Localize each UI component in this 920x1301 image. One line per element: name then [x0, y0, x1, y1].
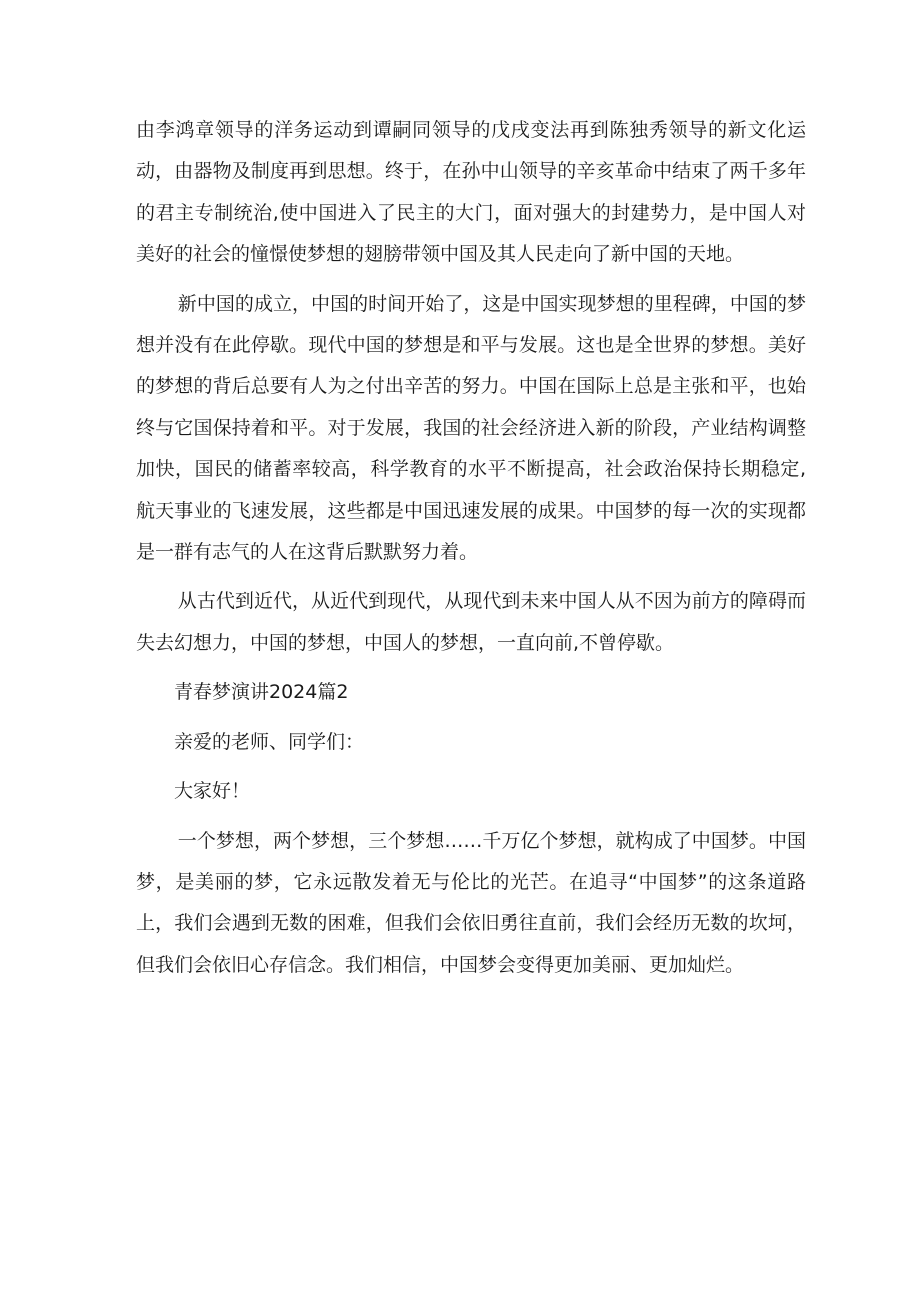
salutation: 亲爱的老师、同学们： [174, 730, 365, 753]
paragraph-reform-history: 由李鸿章领导的洋务运动到谭嗣同领导的戊戌变法再到陈独秀领导的新文化运动，由器物及制度再到思想。终于，在孙中山领导的辛亥革命中结束了两千多年的君主专制统治,使中国进入了民主的大门，面对强大的封建势力，是中国人对美好的社会的憧憬使梦想的翅膀带领中国及其人民走向了新中国的天地。 [136, 119, 806, 266]
paragraph-never-stop: 从古代到近代，从近代到现代，从现代到未来中国人从不因为前方的障碍而失去幻想力，中国的梦想，中国人的梦想，一直向前,不曾停歇。 [136, 590, 806, 654]
paragraph-new-china: 新中国的成立，中国的时间开始了，这是中国实现梦想的里程碑，中国的梦想并没有在此停歇。现代中国的梦想是和平与发展。这也是全世界的梦想。美好的梦想的背后总要有人为之付出辛苦的努力。中国在国际上总是主张和平，也始终与它国保持着和平。对于发展，我国的社会经济进入新的阶段，产业结构调整加快，国民的储蓄率较高，科学教育的水平不断提高，社会政治保持长期稳定,航天事业的飞速发展，这些都是中国迅速发展的成果。中国梦的每一次的实现都是一群有志气的人在这背后默默努力着。 [136, 292, 806, 564]
greeting: 大家好！ [174, 780, 251, 803]
document-body [136, 110, 806, 994]
paragraph-china-dream: 一个梦想，两个梦想，三个梦想……千万亿个梦想，就构成了中国梦。中国梦，是美丽的梦，它永远散发着无与伦比的光芒。在追寻“中国梦”的这条道路上，我们会遇到无数的困难，但我们会依旧勇往直前，我们会经历无数的坎坷，但我们会依旧心存信念。我们相信，中国梦会变得更加美丽、更加灿烂。 [136, 829, 806, 976]
section-title: 青春梦演讲2024篇2 [174, 681, 349, 704]
